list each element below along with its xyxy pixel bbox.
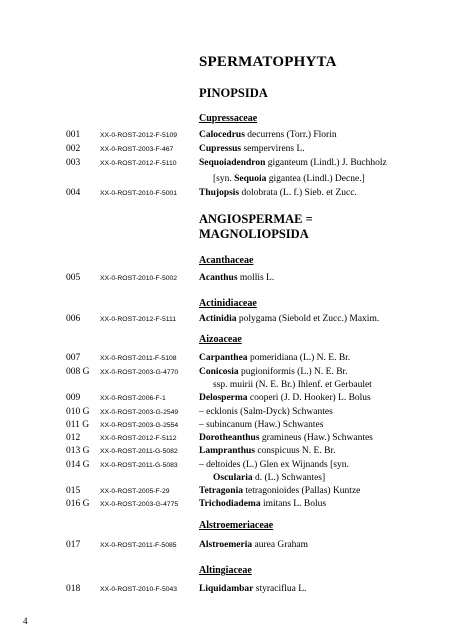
species-epithet: gramineus (Haw.) Schwantes: [259, 433, 373, 443]
accession-code: XX-0-ROST-2012-F-5112: [100, 435, 177, 442]
family-actinidiaceae: Actinidiaceae: [199, 298, 257, 309]
species-epithet: cooperi (J. D. Hooker) L. Bolus: [247, 393, 371, 403]
genus-name: Sequoia: [234, 174, 267, 184]
genus-name: Tetragonia: [199, 486, 243, 496]
catalog-number: 012: [66, 433, 81, 443]
species-epithet: dolobrata (L. f.) Sieb. et Zucc.: [239, 188, 357, 198]
catalog-number: 011 G: [66, 420, 90, 430]
species-epithet: – ecklonis (Salm-Dyck) Schwantes: [199, 407, 333, 417]
species-name: [213, 473, 325, 483]
genus-name: Conicosia: [199, 367, 239, 377]
species-name: [199, 407, 333, 417]
genus-name: Lampranthus: [199, 446, 255, 456]
species-name: [199, 460, 349, 470]
heading-pinopsida: PINOPSIDA: [199, 86, 268, 100]
heading-angiospermae: ANGIOSPERMAE =: [199, 212, 313, 226]
species-name: [199, 367, 348, 377]
species-name: [199, 393, 371, 403]
genus-name: Alstroemeria: [199, 540, 253, 550]
species-name: [199, 584, 306, 594]
accession-code: XX-0-ROST-2010-F-5002: [100, 275, 178, 282]
species-name: [199, 273, 274, 283]
species-epithet: pomeridiana (L.) N. E. Br.: [247, 353, 351, 363]
catalog-number: 002: [66, 144, 81, 154]
species-name: [199, 188, 357, 198]
accession-code: XX-0-ROST-2005-F-29: [100, 488, 170, 495]
accession-code: XX-0-ROST-2006-F-1: [100, 395, 166, 402]
heading-spermatophyta: SPERMATOPHYTA: [199, 54, 337, 70]
species-epithet: ssp. muirii (N. E. Br.) Ihlenf. et Gerbaulet: [213, 380, 372, 390]
catalog-number: 018: [66, 584, 81, 594]
species-epithet: styraciflua L.: [253, 584, 307, 594]
catalog-number: 004: [66, 188, 81, 198]
genus-name: Liquidambar: [199, 584, 254, 594]
species-name: [213, 174, 365, 184]
accession-code: XX-0-ROST-2011-G-5083: [100, 462, 178, 469]
catalog-number: 001: [66, 130, 81, 140]
genus-name: Calocedrus: [199, 130, 245, 140]
species-epithet: mollis L.: [237, 273, 275, 283]
catalog-number: 016 G: [66, 499, 90, 509]
species-epithet: polygama (Siebold et Zucc.) Maxim.: [236, 314, 380, 324]
accession-code: XX-0-ROST-2003-F-467: [100, 146, 174, 153]
accession-code: XX-0-ROST-2011-F-5108: [100, 355, 177, 362]
catalog-number: 014 G: [66, 460, 90, 470]
genus-name: Oscularia: [213, 473, 253, 483]
species-epithet: tetragonioides (Pallas) Kuntze: [242, 486, 361, 496]
species-name: [199, 420, 323, 430]
accession-code: XX-0-ROST-2012-F-5110: [100, 160, 177, 167]
species-name: [199, 130, 337, 140]
catalog-number: 015: [66, 486, 81, 496]
accession-code: XX-0-ROST-2003-G-2554: [100, 422, 179, 429]
accession-code: XX-0-ROST-2010-F-5043: [100, 586, 178, 593]
accession-code: XX-0-ROST-2003-G-4770: [100, 369, 179, 376]
catalog-number: 009: [66, 393, 81, 403]
species-name: [199, 433, 373, 443]
catalog-number: 010 G: [66, 407, 90, 417]
genus-name: Carpanthea: [199, 353, 248, 363]
accession-code: XX-0-ROST-2012-F-5111: [100, 316, 177, 323]
catalog-number: 013 G: [66, 446, 90, 456]
accession-code: XX-0-ROST-2010-F-5001: [100, 190, 178, 197]
genus-name: Sequoiadendron: [199, 158, 266, 168]
species-name: [213, 380, 372, 390]
accession-code: XX-0-ROST-2003-G-4775: [100, 501, 179, 508]
heading-magnoliopsida: MAGNOLIOPSIDA: [199, 227, 309, 241]
genus-name: Trichodiadema: [199, 499, 261, 509]
genus-name: Acanthus: [199, 273, 238, 283]
species-prefix: [syn.: [213, 174, 235, 184]
family-alstroemeriaceae: Alstroemeriaceae: [199, 520, 274, 531]
species-name: [199, 540, 308, 550]
species-name: [199, 144, 305, 154]
genus-name: Delosperma: [199, 393, 248, 403]
genus-name: Actinidia: [199, 314, 237, 324]
family-altingiaceae: Altingiaceae: [199, 565, 252, 576]
genus-name: Dorotheanthus: [199, 433, 260, 443]
species-name: [199, 446, 335, 456]
accession-code: XX-0-ROST-2003-G-2549: [100, 409, 179, 416]
accession-code: XX-0-ROST-2011-G-5082: [100, 448, 178, 455]
species-name: [199, 499, 326, 509]
species-epithet: imitans L. Bolus: [260, 499, 327, 509]
species-epithet: gigantea (Lindl.) Decne.]: [266, 174, 365, 184]
species-epithet: pugioniformis (L.) N. E. Br.: [238, 367, 348, 377]
family-cupressaceae: Cupressaceae: [199, 113, 258, 124]
species-epithet: aurea Graham: [252, 540, 309, 550]
page-number: 4: [23, 616, 28, 626]
species-name: [199, 314, 379, 324]
species-epithet: d. (L.) Schwantes]: [252, 473, 326, 483]
family-aizoaceae: Aizoaceae: [199, 334, 242, 345]
species-epithet: giganteum (Lindl.) J. Buchholz: [265, 158, 387, 168]
species-epithet: – subincanum (Haw.) Schwantes: [199, 420, 324, 430]
accession-code: XX-0-ROST-2011-F-5085: [100, 542, 177, 549]
species-epithet: decurrens (Torr.) Florin: [244, 130, 337, 140]
species-epithet: conspicuus N. E. Br.: [254, 446, 336, 456]
genus-name: Cupressus: [199, 144, 242, 154]
catalog-number: 007: [66, 353, 81, 363]
species-name: [199, 158, 387, 168]
accession-code: XX-0-ROST-2012-F-5109: [100, 132, 178, 139]
catalog-number: 017: [66, 540, 81, 550]
genus-name: Thujopsis: [199, 188, 240, 198]
family-acanthaceae: Acanthaceae: [199, 255, 254, 266]
species-epithet: – deltoides (L.) Glen ex Wijnands [syn.: [199, 460, 349, 470]
species-name: [199, 353, 350, 363]
catalog-number: 003: [66, 158, 81, 168]
catalog-number: 008 G: [66, 367, 90, 377]
catalog-number: 006: [66, 314, 81, 324]
species-epithet: sempervirens L.: [241, 144, 305, 154]
species-name: [199, 486, 360, 496]
catalog-number: 005: [66, 273, 81, 283]
